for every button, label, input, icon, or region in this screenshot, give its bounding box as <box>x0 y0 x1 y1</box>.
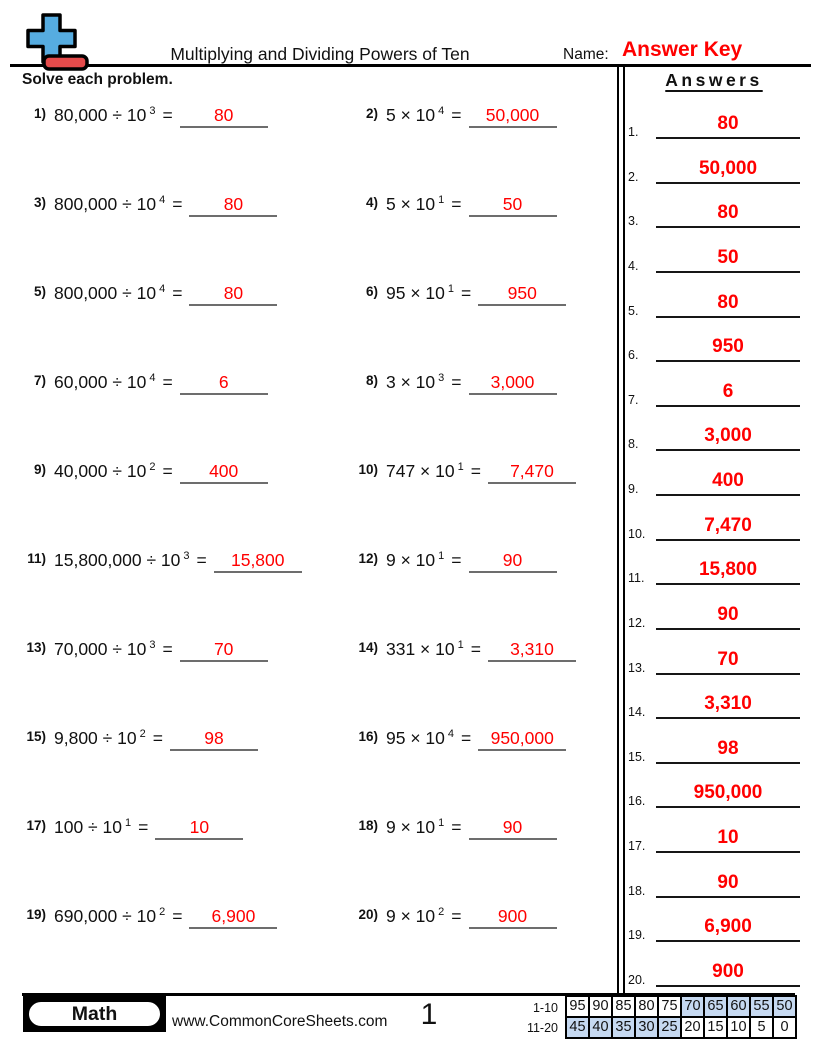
answer-value: 3,000 <box>490 372 535 392</box>
answer-value: 98 <box>204 728 224 748</box>
answer-value: 50 <box>656 245 800 273</box>
equals-sign: = <box>152 728 163 748</box>
problem-8 <box>352 372 557 395</box>
problem-15 <box>20 728 258 751</box>
answer-row-14 <box>628 691 800 719</box>
problem-expression <box>386 639 576 662</box>
answer-value: 3,310 <box>656 691 800 719</box>
exponent: 4 <box>159 283 166 296</box>
expression-base: 60,000 ÷ 10 <box>54 372 147 392</box>
answer-value: 400 <box>656 468 800 496</box>
instruction-text: Solve each problem. <box>22 71 173 88</box>
problem-expression <box>54 461 268 484</box>
answer-blank <box>155 817 243 840</box>
score-cell: 80 <box>635 996 658 1017</box>
score-cell: 15 <box>704 1017 727 1038</box>
equals-sign: = <box>461 283 472 303</box>
problem-expression <box>386 105 557 128</box>
problem-expression <box>54 550 302 573</box>
exponent: 4 <box>438 105 445 118</box>
answer-row-17 <box>628 825 800 853</box>
equals-sign: = <box>451 194 462 214</box>
exponent: 2 <box>159 906 166 919</box>
answer-number: 17. <box>628 839 646 853</box>
answer-blank <box>469 817 557 840</box>
page-title: Multiplying and Dividing Powers of Ten <box>170 44 470 64</box>
exponent: 1 <box>447 283 454 296</box>
equals-sign: = <box>172 194 183 214</box>
expression-base: 70,000 ÷ 10 <box>54 639 147 659</box>
answer-row-4 <box>628 245 800 273</box>
exponent: 4 <box>447 728 454 741</box>
score-cell: 55 <box>750 996 773 1017</box>
problem-number: 20) <box>358 907 378 922</box>
expression-base: 40,000 ÷ 10 <box>54 461 147 481</box>
answer-value: 950,000 <box>656 780 800 808</box>
answer-value: 900 <box>656 959 800 987</box>
score-row1-label: 1-10 <box>532 1001 558 1015</box>
problem-18 <box>352 817 557 840</box>
expression-base: 5 × 10 <box>386 105 436 125</box>
problem-3 <box>20 194 277 217</box>
answer-number: 15. <box>628 750 646 764</box>
header-rule <box>10 64 811 67</box>
answer-row-10 <box>628 513 800 541</box>
problem-6 <box>352 283 566 306</box>
problem-number: 8) <box>365 373 378 388</box>
exponent: 3 <box>438 372 445 385</box>
score-cell: 95 <box>566 996 589 1017</box>
exponent: 2 <box>149 461 156 474</box>
answer-value: 15,800 <box>656 557 800 585</box>
answer-value: 90 <box>502 550 523 570</box>
problem-expression <box>54 105 268 128</box>
answer-value: 80 <box>656 111 800 139</box>
answer-value: 6,900 <box>211 906 256 926</box>
answer-value: 950 <box>656 334 800 362</box>
problem-expression <box>386 817 557 840</box>
equals-sign: = <box>138 817 149 837</box>
score-cell: 70 <box>681 996 704 1017</box>
answer-number: 20. <box>628 973 646 987</box>
problem-expression <box>54 372 268 395</box>
answer-blank <box>469 194 557 217</box>
problem-expression <box>54 817 243 840</box>
equals-sign: = <box>172 283 183 303</box>
answer-value: 950,000 <box>490 728 554 748</box>
exponent: 1 <box>438 817 445 830</box>
answer-value: 50,000 <box>485 105 540 125</box>
problem-number: 16) <box>358 729 378 744</box>
problem-number: 14) <box>358 640 378 655</box>
problem-expression <box>386 283 566 306</box>
problem-expression <box>54 728 258 751</box>
problem-12 <box>352 550 557 573</box>
equals-sign: = <box>162 372 173 392</box>
answer-row-9 <box>628 468 800 496</box>
answer-blank <box>180 639 268 662</box>
exponent: 4 <box>149 372 156 385</box>
exponent: 4 <box>159 194 166 207</box>
problem-expression <box>386 906 557 929</box>
answer-number: 18. <box>628 884 646 898</box>
answer-value: 10 <box>189 817 210 837</box>
problem-9 <box>20 461 268 484</box>
problem-number: 6) <box>365 284 378 299</box>
problem-1 <box>20 105 268 128</box>
score-table <box>565 995 797 1039</box>
name-label: Name: <box>563 46 609 63</box>
answer-value: 6 <box>218 372 229 392</box>
answer-row-6 <box>628 334 800 362</box>
answer-blank <box>189 283 277 306</box>
answer-value: 80 <box>656 200 800 228</box>
website-url: www.CommonCoreSheets.com <box>172 1013 388 1030</box>
problem-number: 13) <box>26 640 46 655</box>
problem-expression <box>54 639 268 662</box>
problem-2 <box>352 105 557 128</box>
answer-value: 50 <box>502 194 523 214</box>
answer-number: 13. <box>628 661 646 675</box>
answer-value: 400 <box>209 461 239 481</box>
answer-value: 80 <box>213 105 234 125</box>
minus-icon <box>44 56 87 69</box>
answer-number: 1. <box>628 125 639 139</box>
subject-badge <box>23 996 166 1032</box>
answers-divider <box>617 64 625 993</box>
equals-sign: = <box>162 105 173 125</box>
expression-base: 5 × 10 <box>386 194 436 214</box>
exponent: 3 <box>149 639 156 652</box>
answer-blank <box>180 461 268 484</box>
answer-value: 90 <box>502 817 523 837</box>
problem-expression <box>386 194 557 217</box>
answer-row-13 <box>628 647 800 675</box>
score-cell: 0 <box>773 1017 796 1038</box>
answer-value: 80 <box>656 290 800 318</box>
problem-expression <box>54 906 277 929</box>
exponent: 3 <box>183 550 190 563</box>
problem-number: 4) <box>365 195 378 210</box>
answer-number: 3. <box>628 214 639 228</box>
answer-row-2 <box>628 156 800 184</box>
problem-number: 2) <box>365 106 378 121</box>
expression-base: 9 × 10 <box>386 817 436 837</box>
answers-heading: Answers <box>665 70 763 90</box>
answer-number: 8. <box>628 437 639 451</box>
answer-value: 90 <box>656 870 800 898</box>
answer-number: 11. <box>628 571 645 585</box>
problem-number: 10) <box>358 462 378 477</box>
answer-value: 950 <box>507 283 537 303</box>
answer-number: 6. <box>628 348 639 362</box>
answer-row-12 <box>628 602 800 630</box>
exponent: 1 <box>457 461 464 474</box>
answer-number: 9. <box>628 482 639 496</box>
answer-row-5 <box>628 290 800 318</box>
subject-label: Math <box>26 999 163 1029</box>
answer-number: 5. <box>628 304 639 318</box>
problem-10 <box>352 461 576 484</box>
answer-blank <box>478 283 566 306</box>
answer-number: 2. <box>628 170 639 184</box>
equals-sign: = <box>162 639 173 659</box>
answer-blank <box>469 550 557 573</box>
equals-sign: = <box>172 906 183 926</box>
answer-blank <box>469 906 557 929</box>
expression-base: 80,000 ÷ 10 <box>54 105 147 125</box>
answer-row-15 <box>628 736 800 764</box>
exponent: 2 <box>438 906 445 919</box>
answer-number: 10. <box>628 527 646 541</box>
expression-base: 9,800 ÷ 10 <box>54 728 137 748</box>
equals-sign: = <box>461 728 472 748</box>
equals-sign: = <box>451 372 462 392</box>
answer-row-7 <box>628 379 800 407</box>
problem-number: 1) <box>33 106 46 121</box>
problem-number: 12) <box>358 551 378 566</box>
exponent: 1 <box>438 194 445 207</box>
answer-blank <box>488 639 576 662</box>
answer-value: 15,800 <box>230 550 285 570</box>
problem-number: 11) <box>27 551 46 566</box>
equals-sign: = <box>162 461 173 481</box>
answer-number: 12. <box>628 616 646 630</box>
answer-value: 900 <box>497 906 528 926</box>
equals-sign: = <box>451 550 462 570</box>
equals-sign: = <box>451 105 462 125</box>
score-cell: 45 <box>566 1017 589 1038</box>
answer-row-1 <box>628 111 800 139</box>
score-row-1 <box>566 996 796 1017</box>
score-cell: 30 <box>635 1017 658 1038</box>
problem-number: 15) <box>26 729 46 744</box>
answer-value: 7,470 <box>510 461 554 481</box>
problem-13 <box>20 639 268 662</box>
score-cell: 20 <box>681 1017 704 1038</box>
answer-value: 6 <box>656 379 800 407</box>
answer-number: 16. <box>628 794 646 808</box>
expression-base: 15,800,000 ÷ 10 <box>54 550 181 570</box>
score-cell: 10 <box>727 1017 750 1038</box>
exponent: 1 <box>438 550 445 563</box>
problem-expression <box>54 283 277 306</box>
answer-blank <box>488 461 576 484</box>
expression-base: 800,000 ÷ 10 <box>54 194 157 214</box>
answer-value: 50,000 <box>656 156 800 184</box>
equals-sign: = <box>196 550 207 570</box>
answer-number: 14. <box>628 705 646 719</box>
answer-blank <box>189 906 277 929</box>
expression-base: 331 × 10 <box>386 639 455 659</box>
score-cell: 90 <box>589 996 612 1017</box>
score-cell: 25 <box>658 1017 681 1038</box>
answer-row-16 <box>628 780 800 808</box>
equals-sign: = <box>451 906 462 926</box>
problem-20 <box>352 906 557 929</box>
expression-base: 3 × 10 <box>386 372 436 392</box>
answer-blank <box>214 550 302 573</box>
answer-blank <box>478 728 566 751</box>
score-cell: 85 <box>612 996 635 1017</box>
problem-expression <box>386 550 557 573</box>
score-cell: 75 <box>658 996 681 1017</box>
score-cell: 40 <box>589 1017 612 1038</box>
answer-value: 6,900 <box>656 914 800 942</box>
expression-base: 95 × 10 <box>386 283 445 303</box>
problem-number: 17) <box>26 818 46 833</box>
problem-number: 19) <box>26 907 46 922</box>
answer-blank <box>189 194 277 217</box>
answer-blank <box>469 372 557 395</box>
answer-key-label: Answer Key <box>622 38 743 61</box>
equals-sign: = <box>451 817 462 837</box>
problem-number: 9) <box>33 462 46 477</box>
score-cell: 35 <box>612 1017 635 1038</box>
problem-19 <box>20 906 277 929</box>
answer-row-3 <box>628 200 800 228</box>
score-cell: 60 <box>727 996 750 1017</box>
answer-blank <box>180 105 268 128</box>
equals-sign: = <box>470 461 481 481</box>
score-cell: 5 <box>750 1017 773 1038</box>
problem-17 <box>20 817 243 840</box>
exponent: 2 <box>139 728 146 741</box>
problem-number: 18) <box>358 818 378 833</box>
plus-minus-logo <box>20 12 92 72</box>
page-number: 1 <box>420 998 438 1031</box>
problem-5 <box>20 283 277 306</box>
score-cell: 50 <box>773 996 796 1017</box>
answer-value: 3,000 <box>656 423 800 451</box>
answer-value: 70 <box>213 639 234 659</box>
problem-expression <box>386 728 566 751</box>
answer-row-11 <box>628 557 800 585</box>
exponent: 1 <box>125 817 132 830</box>
answer-value: 80 <box>223 283 244 303</box>
score-cell: 65 <box>704 996 727 1017</box>
answer-row-19 <box>628 914 800 942</box>
answer-row-18 <box>628 870 800 898</box>
answer-row-8 <box>628 423 800 451</box>
expression-base: 100 ÷ 10 <box>54 817 122 837</box>
problem-14 <box>352 639 576 662</box>
answer-blank <box>180 372 268 395</box>
expression-base: 690,000 ÷ 10 <box>54 906 157 926</box>
problem-4 <box>352 194 557 217</box>
expression-base: 800,000 ÷ 10 <box>54 283 157 303</box>
answer-row-20 <box>628 959 800 987</box>
problem-expression <box>54 194 277 217</box>
expression-base: 747 × 10 <box>386 461 455 481</box>
problem-expression <box>386 461 576 484</box>
problem-7 <box>20 372 268 395</box>
answer-blank <box>469 105 557 128</box>
exponent: 3 <box>149 105 156 118</box>
expression-base: 9 × 10 <box>386 906 436 926</box>
answer-blank <box>170 728 258 751</box>
answer-value: 80 <box>223 194 244 214</box>
expression-base: 9 × 10 <box>386 550 436 570</box>
problem-number: 7) <box>33 373 46 388</box>
problem-16 <box>352 728 566 751</box>
answer-number: 7. <box>628 393 639 407</box>
problem-expression <box>386 372 557 395</box>
equals-sign: = <box>470 639 481 659</box>
answer-number: 19. <box>628 928 646 942</box>
expression-base: 95 × 10 <box>386 728 445 748</box>
answer-value: 7,470 <box>656 513 800 541</box>
exponent: 1 <box>457 639 464 652</box>
answer-value: 3,310 <box>510 639 554 659</box>
answer-value: 70 <box>656 647 800 675</box>
problem-11 <box>20 550 302 573</box>
answer-number: 4. <box>628 259 639 273</box>
answer-value: 90 <box>656 602 800 630</box>
answer-value: 10 <box>656 825 800 853</box>
score-row2-label: 11-20 <box>526 1021 558 1035</box>
problem-number: 3) <box>33 195 46 210</box>
problem-number: 5) <box>33 284 46 299</box>
score-row-2 <box>566 1017 796 1038</box>
answer-value: 98 <box>656 736 800 764</box>
